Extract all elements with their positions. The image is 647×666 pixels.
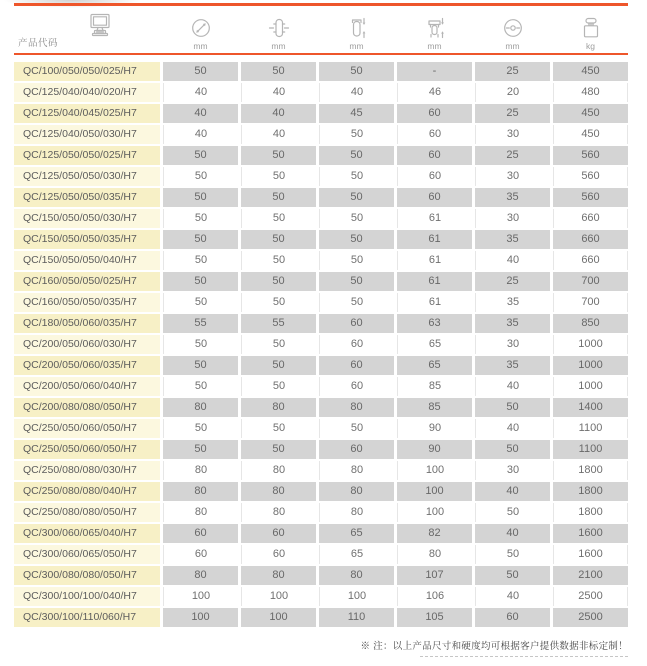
- table-row: [14, 608, 628, 627]
- value-cell: 850: [553, 314, 628, 333]
- value-cell: 60: [319, 377, 394, 396]
- value-cell: 50: [241, 251, 316, 270]
- value-cell: 40: [241, 83, 316, 102]
- table-row: [14, 104, 628, 123]
- product-code-cell: QC/150/050/050/030/H7: [14, 209, 160, 228]
- col-header-overall-height: [319, 7, 394, 53]
- value-cell: 1000: [553, 377, 628, 396]
- value-cell: 40: [163, 125, 238, 144]
- value-cell: 100: [163, 608, 238, 627]
- value-cell: 50: [475, 503, 550, 522]
- value-cell: 1000: [553, 356, 628, 375]
- product-code-cell: QC/100/050/050/025/H7: [14, 62, 160, 81]
- value-cell: 50: [475, 398, 550, 417]
- table-row: [14, 272, 628, 291]
- table-row: [14, 335, 628, 354]
- value-cell: 105: [397, 608, 472, 627]
- value-cell: 450: [553, 104, 628, 123]
- value-cell: 60: [397, 125, 472, 144]
- value-cell: 700: [553, 272, 628, 291]
- table-row: [14, 482, 628, 501]
- value-cell: 1800: [553, 461, 628, 480]
- product-code-cell: QC/300/060/065/050/H7: [14, 545, 160, 564]
- value-cell: 50: [475, 566, 550, 585]
- value-cell: 35: [475, 230, 550, 249]
- value-cell: 50: [319, 146, 394, 165]
- value-cell: -: [397, 62, 472, 81]
- value-cell: 50: [319, 293, 394, 312]
- value-cell: 25: [475, 104, 550, 123]
- value-cell: 50: [241, 188, 316, 207]
- value-cell: 65: [397, 356, 472, 375]
- value-cell: 60: [475, 608, 550, 627]
- value-cell: 50: [241, 377, 316, 396]
- value-cell: 25: [475, 62, 550, 81]
- value-cell: 65: [319, 524, 394, 543]
- value-cell: 80: [241, 461, 316, 480]
- value-cell: 60: [163, 524, 238, 543]
- value-cell: 40: [241, 125, 316, 144]
- col-header-wheel-diameter: [163, 7, 238, 53]
- value-cell: 90: [397, 440, 472, 459]
- product-code-cell: QC/250/080/080/030/H7: [14, 461, 160, 480]
- table-row: [14, 230, 628, 249]
- product-code-cell: QC/250/080/080/050/H7: [14, 503, 160, 522]
- value-cell: 30: [475, 167, 550, 186]
- table-row: [14, 419, 628, 438]
- overall-height-icon: [345, 16, 369, 40]
- value-cell: 107: [397, 566, 472, 585]
- value-cell: 560: [553, 167, 628, 186]
- table-row: [14, 62, 628, 81]
- value-cell: 40: [319, 83, 394, 102]
- value-cell: 50: [163, 335, 238, 354]
- product-code-cell: QC/180/050/060/035/H7: [14, 314, 160, 333]
- table-row: [14, 251, 628, 270]
- value-cell: 60: [319, 335, 394, 354]
- value-cell: 50: [163, 146, 238, 165]
- value-cell: 660: [553, 230, 628, 249]
- table-row: [14, 503, 628, 522]
- value-cell: 1800: [553, 503, 628, 522]
- value-cell: 60: [241, 524, 316, 543]
- unit-label: mm: [505, 40, 520, 51]
- mounting-height-icon: [423, 16, 447, 40]
- value-cell: 80: [319, 566, 394, 585]
- value-cell: 80: [319, 482, 394, 501]
- value-cell: 61: [397, 293, 472, 312]
- value-cell: 40: [475, 419, 550, 438]
- wheel-diameter-icon: [189, 16, 213, 40]
- value-cell: 560: [553, 146, 628, 165]
- value-cell: 80: [319, 398, 394, 417]
- value-cell: 50: [163, 62, 238, 81]
- value-cell: 80: [319, 503, 394, 522]
- value-cell: 30: [475, 125, 550, 144]
- value-cell: 35: [475, 314, 550, 333]
- value-cell: 80: [163, 503, 238, 522]
- value-cell: 50: [241, 293, 316, 312]
- monitor-icon: [86, 13, 114, 39]
- wheel-width-icon: [267, 16, 291, 40]
- value-cell: 60: [319, 356, 394, 375]
- value-cell: 2500: [553, 608, 628, 627]
- unit-label: mm: [193, 40, 208, 51]
- product-code-label: 产品代码: [18, 38, 59, 49]
- product-code-cell: QC/125/050/050/030/H7: [14, 167, 160, 186]
- table-row: [14, 440, 628, 459]
- value-cell: 40: [163, 104, 238, 123]
- value-cell: 50: [163, 251, 238, 270]
- value-cell: 50: [241, 209, 316, 228]
- product-code-cell: QC/300/100/110/060/H7: [14, 608, 160, 627]
- value-cell: 40: [475, 251, 550, 270]
- value-cell: 1400: [553, 398, 628, 417]
- value-cell: 110: [319, 608, 394, 627]
- value-cell: 61: [397, 251, 472, 270]
- value-cell: 60: [163, 545, 238, 564]
- unit-label: mm: [349, 40, 364, 51]
- value-cell: 80: [319, 461, 394, 480]
- unit-label: mm: [427, 40, 442, 51]
- table-row: [14, 209, 628, 228]
- product-code-cell: QC/300/100/100/040/H7: [14, 587, 160, 606]
- value-cell: 50: [241, 146, 316, 165]
- value-cell: 50: [319, 167, 394, 186]
- value-cell: 106: [397, 587, 472, 606]
- table-header: [14, 7, 628, 55]
- product-code-cell: QC/200/080/080/050/H7: [14, 398, 160, 417]
- product-code-cell: QC/200/050/060/030/H7: [14, 335, 160, 354]
- col-header-mounting-height: [397, 7, 472, 53]
- value-cell: 1000: [553, 335, 628, 354]
- value-cell: 50: [241, 419, 316, 438]
- value-cell: 50: [319, 419, 394, 438]
- value-cell: 60: [397, 146, 472, 165]
- table-row: [14, 188, 628, 207]
- footnote-divider: [420, 656, 628, 657]
- product-code-cell: QC/125/040/050/030/H7: [14, 125, 160, 144]
- value-cell: 1600: [553, 545, 628, 564]
- value-cell: 46: [397, 83, 472, 102]
- table-row: [14, 398, 628, 417]
- product-code-cell: QC/200/050/060/040/H7: [14, 377, 160, 396]
- value-cell: 35: [475, 293, 550, 312]
- value-cell: 40: [475, 377, 550, 396]
- value-cell: 61: [397, 272, 472, 291]
- value-cell: 60: [241, 545, 316, 564]
- footnote: [308, 638, 628, 657]
- value-cell: 82: [397, 524, 472, 543]
- value-cell: 50: [319, 209, 394, 228]
- table-row: [14, 587, 628, 606]
- table-row: [14, 524, 628, 543]
- table-row: [14, 314, 628, 333]
- value-cell: 100: [241, 587, 316, 606]
- value-cell: 50: [319, 230, 394, 249]
- value-cell: 700: [553, 293, 628, 312]
- value-cell: 1600: [553, 524, 628, 543]
- value-cell: 100: [241, 608, 316, 627]
- value-cell: 50: [241, 167, 316, 186]
- value-cell: 55: [163, 314, 238, 333]
- value-cell: 60: [319, 440, 394, 459]
- table-row: [14, 461, 628, 480]
- table-row: [14, 566, 628, 585]
- value-cell: 50: [319, 62, 394, 81]
- value-cell: 40: [241, 104, 316, 123]
- value-cell: 60: [397, 104, 472, 123]
- value-cell: 50: [163, 167, 238, 186]
- value-cell: 50: [241, 335, 316, 354]
- product-code-cell: QC/160/050/050/025/H7: [14, 272, 160, 291]
- value-cell: 50: [241, 230, 316, 249]
- value-cell: 1800: [553, 482, 628, 501]
- value-cell: 50: [241, 62, 316, 81]
- footnote-text: ※ 注：以上产品尺寸和硬度均可根据客户提供数据非标定制！: [360, 641, 628, 652]
- value-cell: 90: [397, 419, 472, 438]
- value-cell: 40: [475, 587, 550, 606]
- product-code-cell: QC/250/080/080/040/H7: [14, 482, 160, 501]
- value-cell: 50: [241, 356, 316, 375]
- col-header-bore-diameter: [475, 7, 550, 53]
- value-cell: 60: [319, 314, 394, 333]
- value-cell: 65: [397, 335, 472, 354]
- value-cell: 85: [397, 377, 472, 396]
- product-code-cell: QC/200/050/060/035/H7: [14, 356, 160, 375]
- value-cell: 560: [553, 188, 628, 207]
- value-cell: 35: [475, 356, 550, 375]
- unit-label: mm: [271, 40, 286, 51]
- value-cell: 80: [241, 566, 316, 585]
- value-cell: 63: [397, 314, 472, 333]
- value-cell: 1100: [553, 440, 628, 459]
- value-cell: 25: [475, 272, 550, 291]
- table-row: [14, 545, 628, 564]
- value-cell: 45: [319, 104, 394, 123]
- product-code-cell: QC/125/040/040/020/H7: [14, 83, 160, 102]
- value-cell: 80: [163, 398, 238, 417]
- value-cell: 80: [397, 545, 472, 564]
- value-cell: 61: [397, 209, 472, 228]
- value-cell: 100: [397, 503, 472, 522]
- table-row: [14, 125, 628, 144]
- value-cell: 30: [475, 335, 550, 354]
- product-code-cell: QC/250/050/060/050/H7: [14, 440, 160, 459]
- value-cell: 50: [319, 251, 394, 270]
- product-code-cell: QC/150/050/050/040/H7: [14, 251, 160, 270]
- col-header-load-capacity: [553, 7, 628, 53]
- value-cell: 50: [163, 272, 238, 291]
- unit-label: kg: [586, 40, 595, 51]
- value-cell: 80: [241, 503, 316, 522]
- value-cell: 2100: [553, 566, 628, 585]
- value-cell: 80: [163, 566, 238, 585]
- value-cell: 30: [475, 209, 550, 228]
- value-cell: 50: [475, 545, 550, 564]
- value-cell: 50: [163, 419, 238, 438]
- load-capacity-icon: [579, 16, 603, 40]
- value-cell: 100: [163, 587, 238, 606]
- value-cell: 450: [553, 62, 628, 81]
- value-cell: 100: [319, 587, 394, 606]
- product-code-cell: QC/125/050/050/025/H7: [14, 146, 160, 165]
- value-cell: 60: [397, 188, 472, 207]
- value-cell: 450: [553, 125, 628, 144]
- value-cell: 100: [397, 461, 472, 480]
- accent-top-bar: [14, 3, 628, 6]
- value-cell: 100: [397, 482, 472, 501]
- value-cell: 80: [163, 461, 238, 480]
- table-row: [14, 167, 628, 186]
- value-cell: 50: [163, 293, 238, 312]
- value-cell: 65: [319, 545, 394, 564]
- value-cell: 50: [241, 272, 316, 291]
- value-cell: 80: [241, 398, 316, 417]
- value-cell: 50: [163, 188, 238, 207]
- product-code-cell: QC/300/060/065/040/H7: [14, 524, 160, 543]
- product-code-cell: QC/125/040/045/025/H7: [14, 104, 160, 123]
- value-cell: 50: [163, 440, 238, 459]
- value-cell: 40: [163, 83, 238, 102]
- bore-diameter-icon: [501, 16, 525, 40]
- value-cell: 50: [163, 209, 238, 228]
- value-cell: 55: [241, 314, 316, 333]
- table-row: [14, 377, 628, 396]
- value-cell: 50: [319, 188, 394, 207]
- value-cell: 35: [475, 188, 550, 207]
- value-cell: 1100: [553, 419, 628, 438]
- value-cell: 660: [553, 209, 628, 228]
- value-cell: 480: [553, 83, 628, 102]
- value-cell: 61: [397, 230, 472, 249]
- value-cell: 85: [397, 398, 472, 417]
- value-cell: 40: [475, 524, 550, 543]
- product-code-cell: QC/250/050/060/050/H7: [14, 419, 160, 438]
- value-cell: 80: [241, 482, 316, 501]
- value-cell: 660: [553, 251, 628, 270]
- value-cell: 50: [319, 125, 394, 144]
- product-code-header: [14, 7, 160, 53]
- value-cell: 40: [475, 482, 550, 501]
- col-header-wheel-width: [241, 7, 316, 53]
- product-code-cell: QC/160/050/050/035/H7: [14, 293, 160, 312]
- value-cell: 50: [241, 440, 316, 459]
- value-cell: 50: [163, 377, 238, 396]
- table-row: [14, 293, 628, 312]
- table-row: [14, 83, 628, 102]
- value-cell: 50: [475, 440, 550, 459]
- value-cell: 50: [163, 356, 238, 375]
- value-cell: 25: [475, 146, 550, 165]
- value-cell: 20: [475, 83, 550, 102]
- value-cell: 80: [163, 482, 238, 501]
- value-cell: 30: [475, 461, 550, 480]
- value-cell: 60: [397, 167, 472, 186]
- value-cell: 2500: [553, 587, 628, 606]
- value-cell: 50: [163, 230, 238, 249]
- product-code-cell: QC/300/080/080/050/H7: [14, 566, 160, 585]
- table-row: [14, 356, 628, 375]
- table-row: [14, 146, 628, 165]
- product-code-cell: QC/150/050/050/035/H7: [14, 230, 160, 249]
- table-body: [14, 62, 628, 629]
- product-code-cell: QC/125/050/050/035/H7: [14, 188, 160, 207]
- value-cell: 50: [319, 272, 394, 291]
